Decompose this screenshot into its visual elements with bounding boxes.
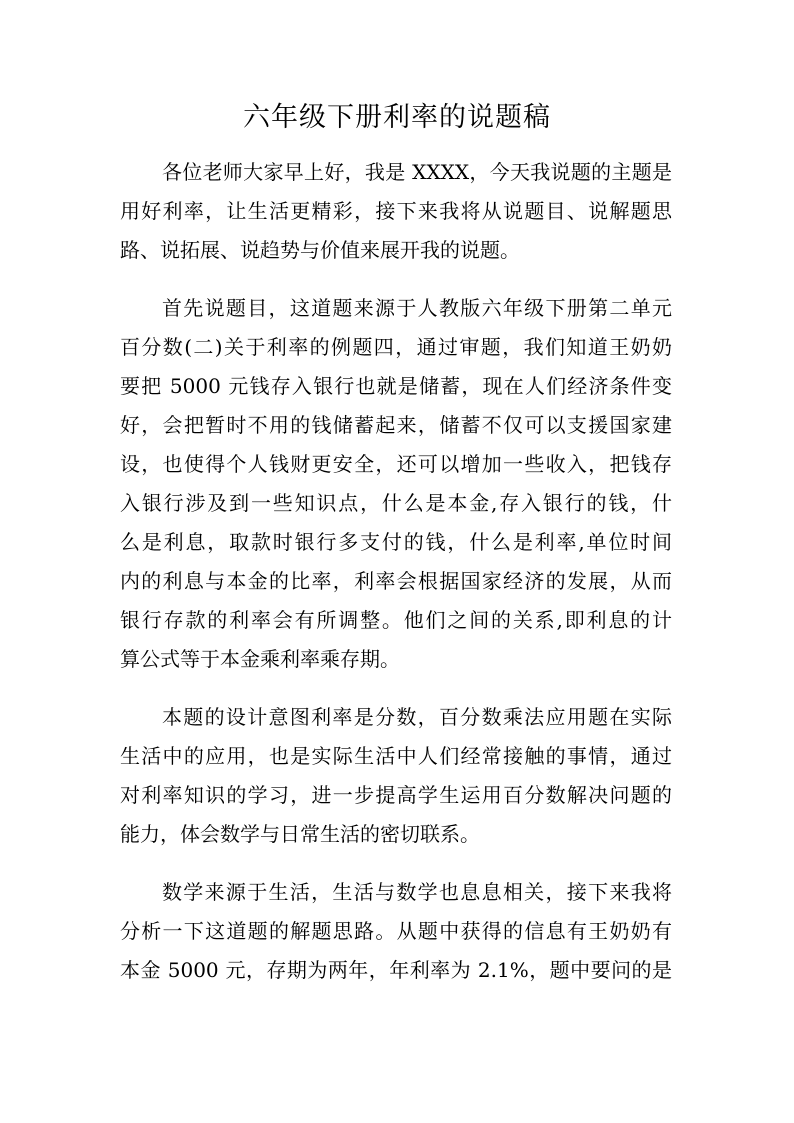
paragraph-line: 本金 5000 元，存期为两年，年利率为 2.1%，题中要问的是	[120, 958, 672, 982]
document-body	[120, 153, 672, 1009]
paragraph-design-intent	[120, 698, 672, 854]
paragraph-line: 好，会把暂时不用的钱储蓄起来，储蓄不仅可以支援国家建	[120, 413, 672, 437]
paragraph-line: 分析一下这道题的解题思路。从题中获得的信息有王奶奶有	[120, 919, 672, 943]
paragraph-line: 本题的设计意图利率是分数，百分数乘法应用题在实际	[162, 705, 672, 729]
paragraph-line: 设，也使得个人钱财更安全，还可以增加一些收入，把钱存	[120, 452, 672, 476]
paragraph-line: 对利率知识的学习，进一步提高学生运用百分数解决问题的	[120, 783, 672, 807]
paragraph-line: 用好利率，让生活更精彩，接下来我将从说题目、说解题思	[120, 199, 672, 223]
paragraph-line: 百分数(二)关于利率的例题四，通过审题，我们知道王奶奶	[120, 335, 672, 359]
paragraph-solution-approach	[120, 873, 672, 990]
paragraph-line: 算公式等于本金乘利率乘存期。	[120, 647, 400, 671]
paragraph-line: 路、说拓展、说趋势与价值来展开我的说题。	[120, 238, 520, 262]
paragraph-line: 能力，体会数学与日常生活的密切联系。	[120, 822, 480, 846]
paragraph-line: 银行存款的利率会有所调整。他们之间的关系,即利息的计	[120, 608, 672, 632]
paragraph-line: 首先说题目，这道题来源于人教版六年级下册第二单元	[162, 296, 672, 320]
paragraph-line: 入银行涉及到一些知识点，什么是本金,存入银行的钱，什	[120, 491, 672, 515]
paragraph-line: 生活中的应用，也是实际生活中人们经常接触的事情，通过	[120, 744, 672, 768]
page-title: 六年级下册利率的说题稿	[243, 102, 551, 133]
paragraph-line: 各位老师大家早上好，我是 XXXX，今天我说题的主题是	[162, 160, 672, 184]
paragraph-line: 么是利息，取款时银行多支付的钱，什么是利率,单位时间	[120, 530, 672, 554]
paragraph-intro	[120, 153, 672, 270]
paragraph-problem	[120, 289, 672, 679]
paragraph-line: 要把 5000 元钱存入银行也就是储蓄，现在人们经济条件变	[120, 374, 672, 398]
paragraph-line: 内的利息与本金的比率，利率会根据国家经济的发展，从而	[120, 569, 672, 593]
paragraph-line: 数学来源于生活，生活与数学也息息相关，接下来我将	[162, 880, 672, 904]
